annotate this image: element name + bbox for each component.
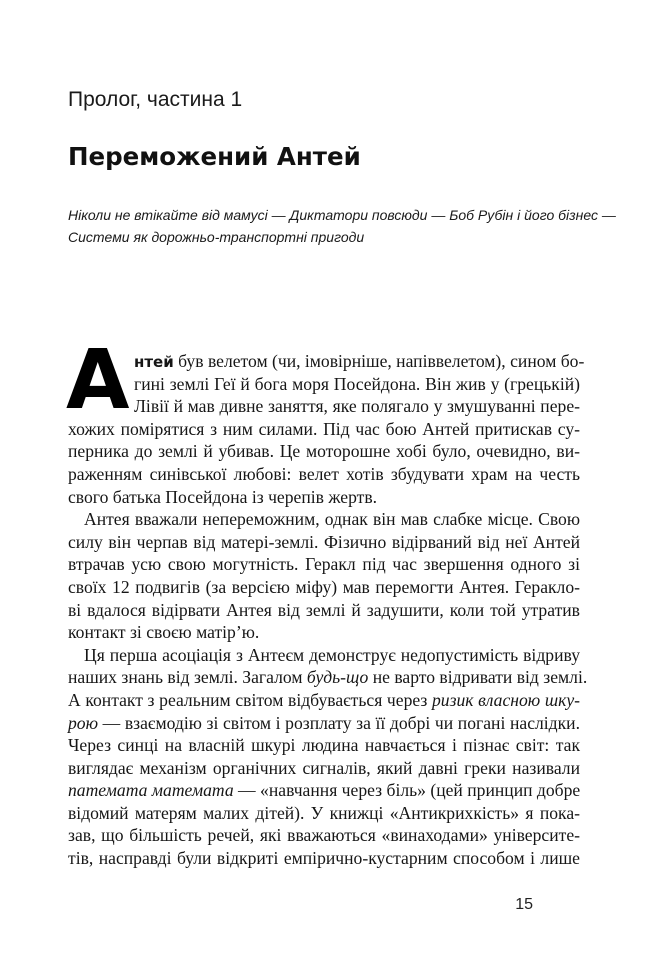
epigraph-line: Ніколи не втікайте від мамусі — Диктатори повсюди — Боб Рубін і його бізнес — <box>68 207 616 223</box>
text-span: — «навчання через біль» (цей принцип добре <box>233 780 581 801</box>
text-line <box>68 666 588 689</box>
body-text <box>68 350 588 870</box>
italic-span: ризик власною шку- <box>432 689 580 710</box>
text-span: був велетом (чи, імовірніше, напіввелетом), сином бо- <box>178 351 585 371</box>
text-line <box>68 689 580 712</box>
text-line: зав, що більшість речей, які вважаються «винаходами» університе- <box>68 825 580 846</box>
chapter-label: Пролог, частина 1 <box>68 88 243 111</box>
text-line: Через синці на власній шкурі людина навчається і пізнає світ: так <box>68 735 580 756</box>
bold-word: нтей <box>134 353 174 371</box>
text-span: не варто відривати від землі. <box>368 667 588 688</box>
text-line: раженням синівської любові: велет хотів збудувати храм на честь <box>68 463 580 484</box>
text-line: Антея вважали непереможним, однак він мав слабке місце. Свою <box>84 509 580 530</box>
text-span: — взаємодію зі світом і розплату за її добрі чи погані наслідки. <box>98 712 580 733</box>
text-line <box>68 712 580 735</box>
drop-cap: А <box>66 333 130 428</box>
chapter-title: Переможений Антей <box>68 142 361 171</box>
epigraph-line: Системи як дорожньо-транспортні пригоди <box>68 229 365 245</box>
text-line: Ця перша асоціація з Антеєм демонструє недопустимість відриву <box>84 644 580 665</box>
italic-span: рою <box>68 712 98 733</box>
text-span: А контакт з реальним світом відбувається через <box>68 689 432 710</box>
page-number: 15 <box>515 896 533 913</box>
text-line: відомий матерям малих дітей). У книжці «Антикрихкість» я пока- <box>68 802 580 823</box>
italic-span: будь-що <box>306 667 369 688</box>
text-line: свого батька Посейдона із черепів жертв. <box>68 486 378 507</box>
text-line: втрачав усю свою могутність. Геракл під час звершення одного зі <box>68 554 580 575</box>
text-line <box>68 350 585 373</box>
epigraph <box>68 204 616 248</box>
text-line: гині землі Геї й бога моря Посейдона. Він жив у (грецькій) <box>134 373 580 394</box>
text-line: контакт зі своєю матір’ю. <box>68 622 260 643</box>
text-line: своїх 12 подвигів (за версією міфу) мав перемогти Антея. Гераклo- <box>68 576 580 597</box>
text-line: силу він черпав від матері-землі. Фізично відірваний від неї Антей <box>68 531 580 552</box>
text-line: Лівії й мав дивне заняття, яке полягало у змушуванні пере- <box>134 396 580 417</box>
text-line: ві вдалося відірвати Антея від землі й задушити, коли той утратив <box>68 599 580 620</box>
text-line <box>68 779 580 802</box>
text-line: хожих помірятися з ним силами. Під час бою Антей притискав су- <box>68 418 580 439</box>
text-span: наших знань від землі. Загалом <box>68 667 307 688</box>
text-line: перника до землі й убивав. Це моторошне хобі було, очевидно, ви- <box>68 441 580 462</box>
italic-span: патемата математа <box>68 780 234 801</box>
text-line: тів, насправді були відкриті емпірично-кустарним способом і лише <box>68 848 580 869</box>
text-line: виглядає механізм органічних сигналів, який давні греки називали <box>68 757 580 778</box>
